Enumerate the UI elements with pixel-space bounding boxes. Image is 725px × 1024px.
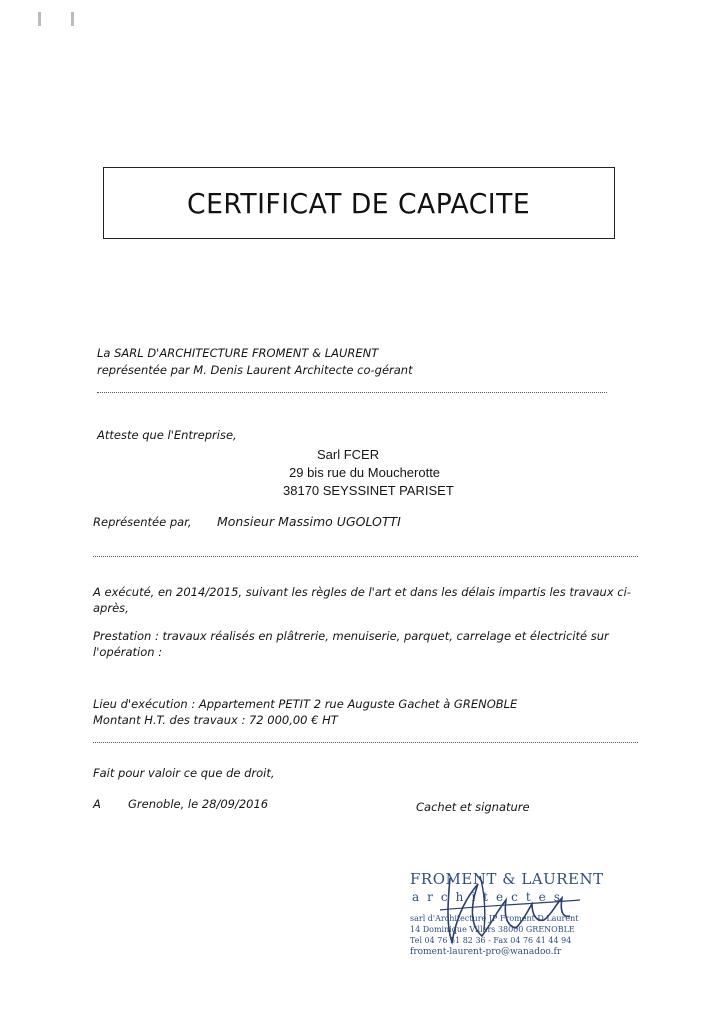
scan-edge-mark bbox=[38, 12, 41, 26]
company-street: 29 bis rue du Moucherotte bbox=[289, 465, 441, 480]
stamp-subtitle: architectes bbox=[412, 890, 568, 904]
handwritten-signature bbox=[420, 870, 600, 950]
stamp-line-3: Tel 04 76 51 82 36 - Fax 04 76 41 44 94 bbox=[410, 936, 572, 945]
signature-label: Cachet et signature bbox=[416, 800, 530, 814]
issuer-line-2: représentée par M. Denis Laurent Architecte co-gérant bbox=[97, 363, 413, 377]
issuer-line-1: La SARL D'ARCHITECTURE FROMENT & LAURENT bbox=[97, 346, 379, 360]
scan-edge-mark bbox=[71, 12, 74, 26]
place-date: Grenoble, le 28/09/2016 bbox=[128, 797, 269, 811]
company-city: 38170 SEYSSINET PARISET bbox=[283, 483, 454, 498]
prestation-paragraph: Prestation : travaux réalisés en plâtrerie, menuiserie, parquet, carrelage et électricité sur l'opération : bbox=[93, 629, 609, 659]
represented-person: Monsieur Massimo UGOLOTTI bbox=[217, 514, 401, 529]
separator bbox=[93, 556, 638, 557]
stamp-line-2: 14 Dominique Villars 38000 GRENOBLE bbox=[410, 925, 575, 934]
atteste-label: Atteste que l'Entreprise, bbox=[97, 428, 237, 442]
title-box bbox=[103, 167, 615, 239]
stamp-line-1: sarl d'Architecture JP Froment D Laurent bbox=[410, 914, 579, 923]
represented-label: Représentée par, bbox=[93, 515, 192, 529]
document-title: CERTIFICAT DE CAPACITE bbox=[187, 186, 531, 220]
execution-paragraph: A exécuté, en 2014/2015, suivant les règles de l'art et dans les délais impartis les travaux ci-après, bbox=[93, 585, 631, 615]
separator bbox=[97, 392, 607, 393]
location-line: Lieu d'exécution : Appartement PETIT 2 rue Auguste Gachet à GRENOBLE bbox=[93, 697, 518, 711]
stamp-name: FROMENT & LAURENT bbox=[410, 870, 604, 888]
amount-line: Montant H.T. des travaux : 72 000,00 € HT bbox=[93, 713, 338, 727]
stamp-line-4: froment-laurent-pro@wanadoo.fr bbox=[410, 947, 562, 957]
company-name: Sarl FCER bbox=[317, 447, 380, 462]
separator bbox=[93, 742, 638, 743]
place-a: A bbox=[93, 797, 101, 811]
closing-line: Fait pour valoir ce que de droit, bbox=[93, 766, 275, 780]
